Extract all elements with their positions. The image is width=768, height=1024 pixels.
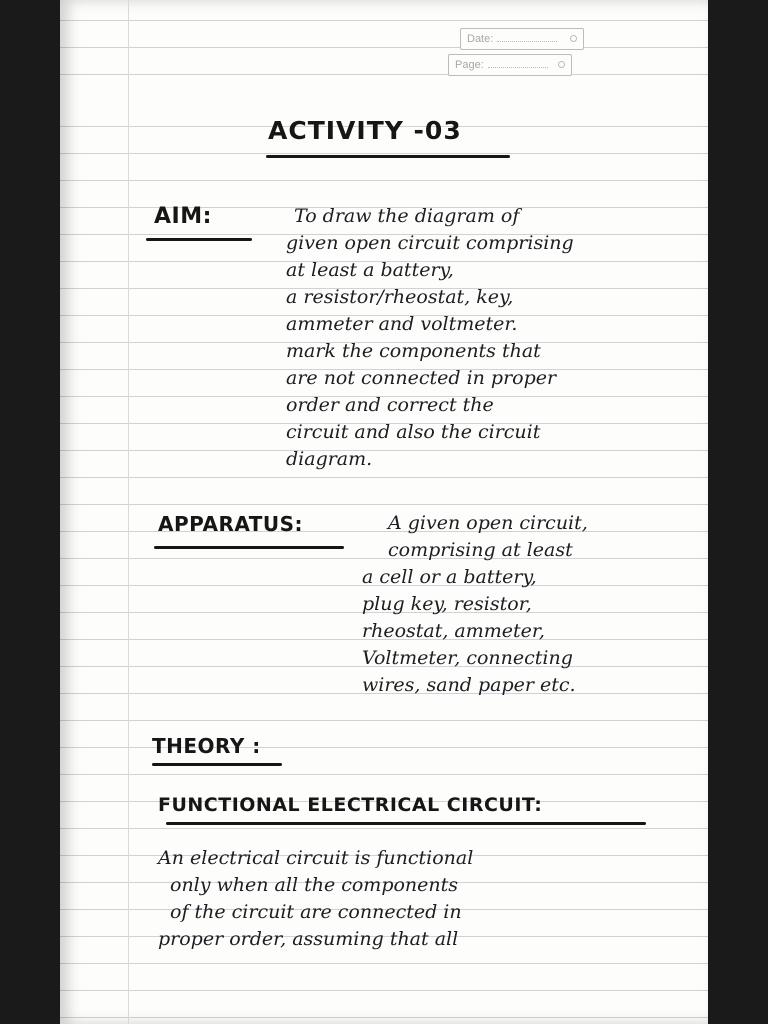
aim-text [286,203,574,473]
aim-line: diagram. [286,448,373,470]
apparatus-line: A given open circuit, [388,512,588,534]
aim-line: ammeter and voltmeter. [286,313,518,335]
theory-heading: THEORY : [152,734,261,758]
notebook-page [60,0,708,1024]
aim-line: order and correct the [286,394,494,416]
date-box [460,28,584,50]
margin-line [128,0,129,1024]
functional-underline [166,822,646,825]
apparatus-line: wires, sand paper etc. [362,674,576,696]
functional-text [158,845,473,953]
functional-line: only when all the components [170,874,459,896]
functional-line: of the circuit are connected in [170,901,462,923]
theory-underline [152,763,282,766]
apparatus-line: Voltmeter, connecting [362,647,573,669]
page-box [448,54,572,76]
page-label: Page: [455,59,484,71]
aim-heading: AIM: [154,204,212,229]
aim-line: To draw the diagram of [294,205,520,227]
aim-line: mark the components that [286,340,541,362]
apparatus-underline [154,546,344,549]
functional-line: An electrical circuit is functional [158,847,474,869]
apparatus-line: rheostat, ammeter, [362,620,545,642]
apparatus-text [362,510,588,699]
aim-line: a resistor/rheostat, key, [286,286,514,308]
aim-line: given open circuit comprising [286,232,574,254]
functional-heading: FUNCTIONAL ELECTRICAL CIRCUIT: [158,794,543,816]
apparatus-line: plug key, resistor, [362,593,532,615]
apparatus-heading: APPARATUS: [158,512,304,536]
title-underline [266,155,510,158]
aim-underline [146,238,252,241]
aim-line: are not connected in proper [286,367,557,389]
apparatus-line: comprising at least [388,539,573,561]
aim-line: circuit and also the circuit [286,421,541,443]
apparatus-line: a cell or a battery, [362,566,537,588]
page-title: ACTIVITY -03 [268,116,462,145]
aim-line: at least a battery, [286,259,454,281]
date-label: Date: [467,33,494,45]
functional-line: proper order, assuming that all [158,928,459,950]
